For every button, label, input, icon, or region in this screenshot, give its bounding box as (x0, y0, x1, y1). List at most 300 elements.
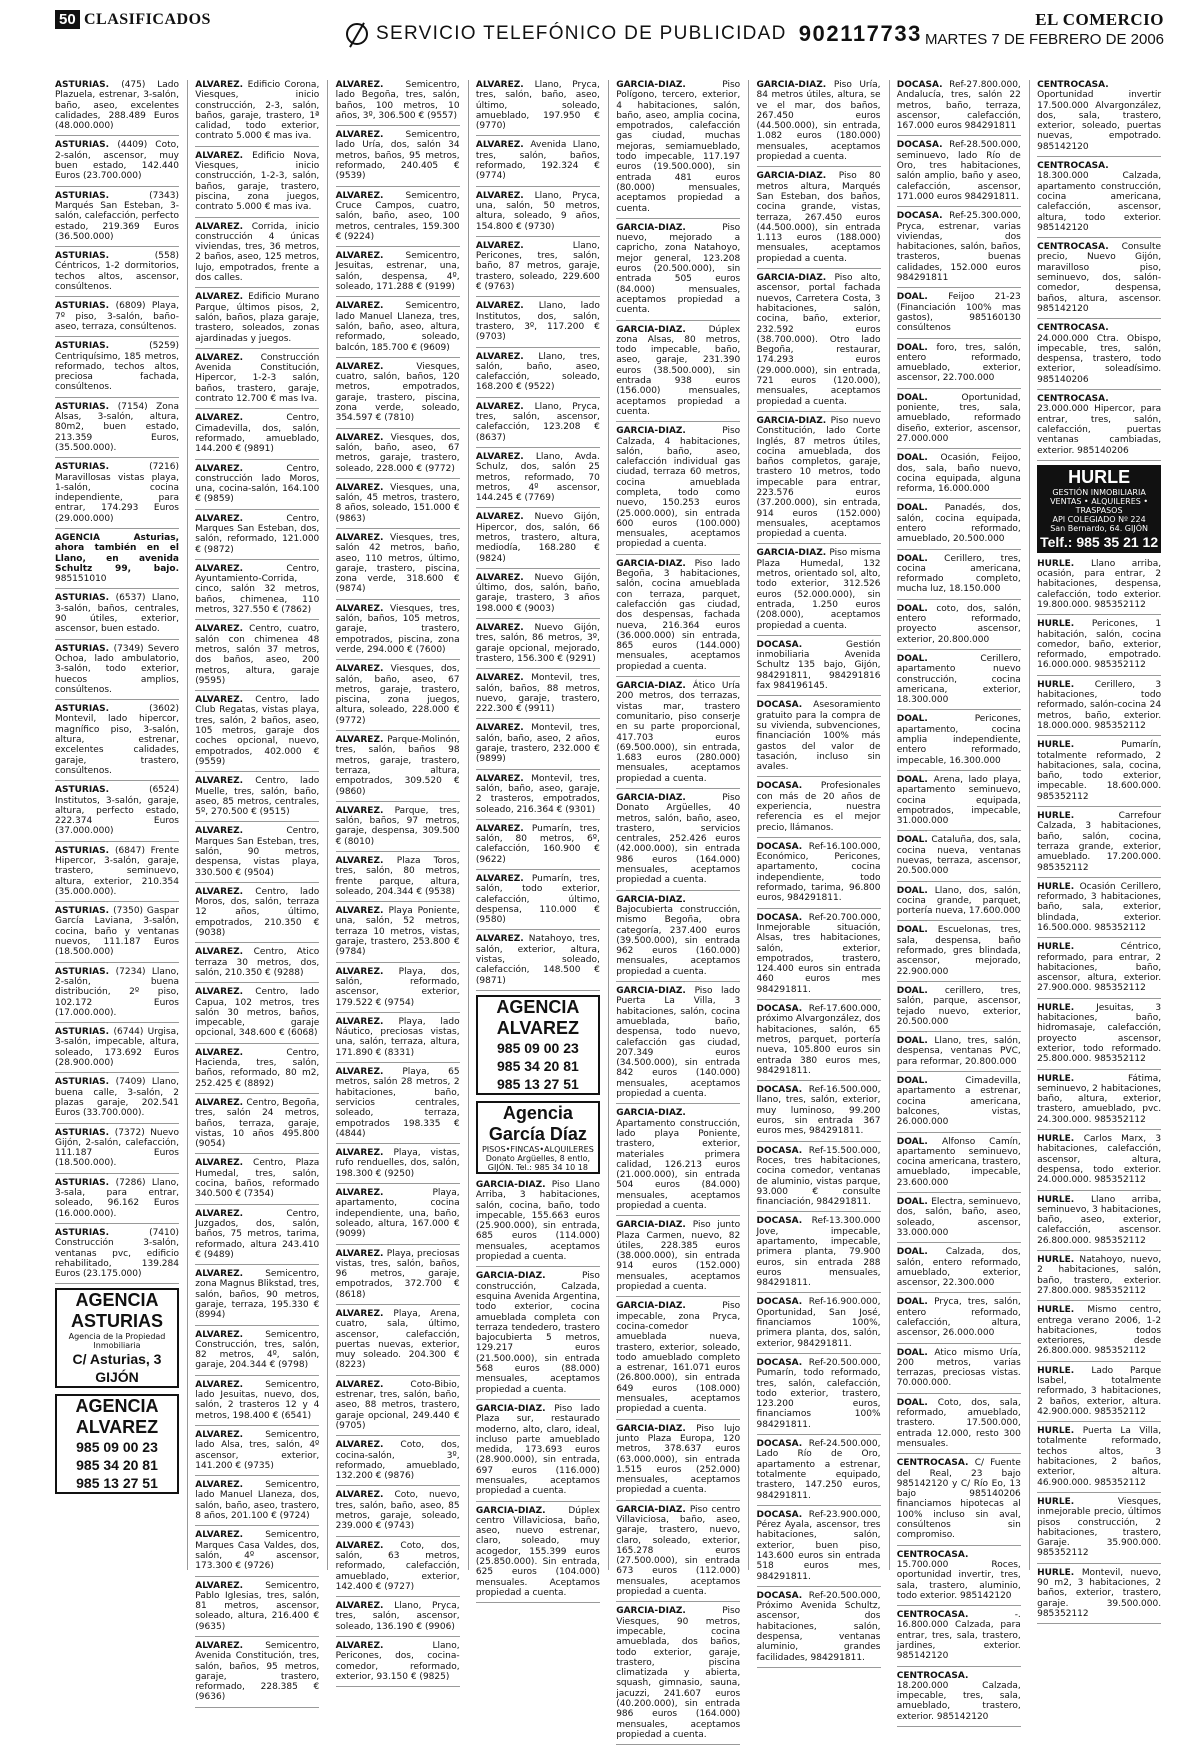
classified-ad (897, 925, 1021, 981)
logo-line: PISOS•FINCAS•ALQUILERES (481, 1144, 594, 1154)
ad-text: Llano, lado Institutos, dos, salón, trastero, 3º, 117.200 € (9703) (475, 301, 600, 343)
ad-keyword: ASTURIAS. (55, 462, 150, 473)
logo-phone: Telf.: 985 35 21 12 (1040, 533, 1159, 550)
ad-keyword: ASTURIAS. (55, 1077, 116, 1088)
classified-ad (757, 1358, 881, 1435)
classified-ad (897, 886, 1021, 922)
ad-keyword: ALVAREZ. (475, 623, 535, 634)
ad-keyword: HURLE. (1037, 619, 1092, 630)
ad-keyword: ALVAREZ. (475, 512, 535, 523)
ad-text: Corrida, inicio construcción 4 únicas viviendas, tres, 36 metros, 2 baños, aseo, 125 metros, lujo, empotrados, frente a dos calles. (195, 221, 320, 284)
classified-ad (476, 1404, 600, 1502)
ad-keyword: ASTURIAS. (55, 704, 150, 715)
ad-text: Dúplex zona Alsas, 80 metros, todo impecable, baño, aseo, garaje, 231.390 euros (38.500.000), sin entrada 938 euros (156.000) mensuales, aceptamos propiedad a cuenta. (616, 324, 741, 417)
classified-ad (195, 826, 319, 882)
classified-ad (897, 140, 1021, 207)
classified-ad (897, 1076, 1021, 1132)
ad-keyword: CENTROCASA. (896, 1458, 975, 1469)
classified-ad (897, 1197, 1021, 1243)
classified-ad (757, 416, 881, 545)
classified-ad (55, 967, 179, 1023)
classified-ad (336, 1067, 460, 1144)
ad-keyword: DOAL. (896, 985, 945, 996)
logo-phone: 985 34 20 81 (76, 1457, 158, 1474)
ad-keyword: DOAL. (896, 392, 962, 403)
classified-ad (616, 793, 740, 891)
ad-text: Panadés, dos, salón, cocina equipada, entero reformado, amueblado, 20.500.000 (896, 503, 1021, 545)
ad-text: Feijoo 21-23 (Financiación 100% mas gastos), 985160130 consúltenos (896, 292, 1021, 334)
ad-keyword: HURLE. (1037, 1496, 1118, 1507)
classified-ad (55, 533, 179, 589)
column-rule (1029, 80, 1030, 1570)
ad-column (55, 80, 179, 1570)
ad-keyword: ASTURIAS. (55, 401, 118, 412)
ad-text: Piso lado Begoña, 3 habitaciones, salón, cocina amueblada con terraza, parquet, calefacción gas ciudad, dos despensas, fachada nueva, 216.364 euros (36.000.000) sin entrada, 865 euros (144.000) mensuales, aceptamos propiedad a cuenta. (616, 558, 741, 672)
ad-keyword: DOCASA. (756, 1216, 812, 1227)
classified-ad (476, 573, 600, 619)
ad-text: Pumarín, tres, salón, todo exterior, calefacción, último, despensa, 110.000 € (9580) (475, 874, 600, 926)
ad-keyword: ASTURIAS. (55, 593, 116, 604)
classified-ad (55, 1077, 179, 1123)
classified-ad (336, 1249, 460, 1305)
ad-keyword: ALVAREZ. (475, 934, 529, 945)
ad-text: Piso Viesques, 90 metros, impecable, cocina amueblada, dos baños, todo exterior, garaje, trastero, piscina climatizada y abierta, squash, gimnasio, sauna, jacuzzi, 241.607 euros (40.200.000), sin entrada 986 euros (164.000) mensuales, aceptamos propiedad a cuenta. (616, 1606, 741, 1740)
ad-text: Semicentro, Avenida Constitución, tres, salón, baños, 95 metros, garaje, trastero, reformado, 228.385 € (9636) (195, 1641, 320, 1703)
classified-ad (476, 452, 600, 508)
ad-text: Ref-24.500.000, Lado Río de Oro, apartamento a estrenar, totalmente equipado, trastero, 147.250 euros, 984291811. (756, 1439, 881, 1501)
classified-ad (336, 806, 460, 852)
ad-keyword: DOAL. (896, 1036, 935, 1047)
logo-address: C/ Asturias, 3 GIJÓN (72, 1351, 162, 1386)
classified-ad (1037, 1426, 1161, 1493)
ad-keyword: ALVAREZ. (475, 190, 535, 201)
ad-text: Centro, Marques San Esteban, tres, salón, 90 metros, despensa, vistas playa, 330.500 € (9504) (195, 826, 320, 878)
ad-keyword: GARCIA-DIAZ. (616, 426, 723, 437)
classified-ad (476, 140, 600, 186)
ad-keyword: ASTURIAS. (55, 190, 150, 201)
classified-ad (336, 1541, 460, 1597)
ad-keyword: ALVAREZ. (195, 513, 287, 524)
ad-text: Playa, vistas, rufo renduelles, dos, salón, 198.300 € (9250) (335, 1148, 460, 1179)
ad-text: (7216) Maravillosas vistas playa, 1-salón, cocina independiente, para entrar, 174.293 Euros (29.000.000) (55, 462, 179, 524)
ad-text: Piso Donato Argüelles, 40 metros, salón, baño, aseo, trastero, servicios centrales, 252.426 euros (42.000.000), sin entrada 986 euros (164.000) mensuales, aceptamos propiedad a cuenta. (616, 793, 741, 886)
ad-keyword: ALVAREZ. (335, 1148, 394, 1159)
ad-text: Semicentro, Cruce Campos, cuatro, salón, baño, aseo, 100 metros, centrales, 159.300 € (9224) (335, 190, 460, 242)
logo-phone: 985 09 00 23 (76, 1439, 158, 1456)
ad-keyword: HURLE. (1037, 1365, 1092, 1376)
ad-keyword: ASTURIAS. (55, 1177, 116, 1188)
newspaper-name: EL COMERCIO (1035, 10, 1164, 29)
ad-text: Centro, lado Capua, 102 metros, tres salón 30 metros, baños, impecable, garaje opcional, 348.600 € (6068) (195, 987, 320, 1039)
logo-phone: 985 13 27 51 (497, 1075, 579, 1092)
classified-ad (336, 80, 460, 126)
logo-list: VENTAS • ALQUILERES • TRASPASOS (1050, 496, 1149, 515)
classified-ad (757, 842, 881, 909)
ad-keyword: DOCASA. (756, 1590, 809, 1601)
ad-text: Nuevo Gijón, Hipercor, dos, salón, 66 metros, trastero, altura, mediodía, 168.280 € (9824) (475, 512, 600, 564)
classified-ad (476, 934, 600, 990)
ad-keyword: GARCIA-DIAZ. (756, 171, 839, 182)
ad-text: Parque, tres, salón, baños, 97 metros, garaje, despensa, 309.500 € (8010) (335, 805, 460, 847)
classified-ad (897, 503, 1021, 549)
classified-ad (616, 1301, 740, 1419)
ad-text: Piso impecable, zona Pryca, cocina-comedor amueblada nueva, trastero, exterior, soleado, todo amueblado completo a estrenar, 161.071 euros (26.800.000), sin entrada 649 euros (108.000) mensuales, aceptamos propiedad a cuenta. (616, 1301, 741, 1415)
ad-keyword: ALVAREZ. (475, 351, 539, 362)
ad-text: Piso Uría, 84 metros útiles, altura, se ve el mar, dos baños, 267.450 euros (44.500.000), sin entrada, 1.082 euros (180.000) mensuales, aceptamos propiedad a cuenta. (756, 80, 881, 163)
classified-ad (195, 1480, 319, 1526)
ad-text: Piso Llano Arriba, 3 habitaciones, salón, cocina, baño, todo impecable, 155.663 euros (25.900.000), sin entrada, 685 euros (114.000) mensuales, aceptamos propiedad a cuenta. (475, 1179, 600, 1263)
classified-ad (757, 1146, 881, 1213)
ad-keyword: ALVAREZ. (195, 1580, 266, 1591)
ad-keyword: DOAL. (896, 835, 932, 846)
classified-ad (55, 1228, 179, 1284)
classified-ad (616, 80, 740, 219)
logo-brand: AGENCIA ALVAREZ (496, 996, 580, 1038)
ad-keyword: ALVAREZ. (475, 874, 532, 884)
ad-keyword: ALVAREZ. (475, 140, 531, 151)
ad-text: Semicentro, Jesuitas, estrenar, una, salón, despensa, 4º, soleado, 171.288 € (9199) (335, 251, 460, 293)
ad-keyword: GARCIA-DIAZ. (475, 1505, 569, 1516)
ad-keyword: ALVAREZ. (195, 624, 250, 635)
classified-ad (55, 644, 179, 700)
ad-keyword: ALVAREZ. (335, 1067, 403, 1078)
ad-keyword: DOCASA. (756, 1357, 809, 1368)
logo-agencia-alvarez (476, 995, 600, 1095)
ad-text: Pericones, 1 habitación, salón, cocina comedor, baño, exterior, reformado, empotrado. 16.000.000. 985352112 (1037, 619, 1162, 671)
classified-ad (195, 1269, 319, 1325)
classified-ad (195, 1430, 319, 1476)
ad-text: Electra, seminuevo, dos, salón, baño, aseo, soleado, ascensor, 33.000.000 (896, 1197, 1021, 1238)
classified-ad (195, 353, 319, 409)
ad-keyword: HURLE. (1037, 942, 1121, 953)
classified-ad (336, 1148, 460, 1184)
page-header (0, 0, 1200, 60)
ad-text: Cerillero, 3 habitaciones, todo reformado, salón-cocina 24 metros, baño, exterior. 18.000.000. 985352112 (1037, 679, 1162, 731)
ad-keyword: HURLE. (1037, 1002, 1097, 1013)
ad-keyword: GARCIA-DIAZ. (616, 324, 709, 335)
classified-ad (55, 80, 179, 136)
ad-text: Piso Polígono, tercero, exterior, 4 habitaciones, salón, baño, aseo, amplia cocina, empotrados, calefacción gas ciudad, muchas mejoras, semiamueblado, todo impecable, 117.197 euros (19.500.000), sin entrada 481 euros (80.000) mensuales, aceptamos propiedad a cuenta. (616, 80, 741, 214)
ad-keyword: ALVAREZ. (195, 1047, 287, 1058)
ad-text: (558) Céntricos, 1-2 dormitorios, techos altos, ascensor, consúltenos. (55, 251, 179, 293)
ad-keyword: GARCIA-DIAZ. (756, 273, 835, 284)
ad-text: Centro, Ayuntamiento-Corrida, cinco, salón 32 metros, baños, chimenea, 110 metros, 327.550 € (7862) (195, 563, 320, 616)
classified-ad (1037, 740, 1161, 807)
classified-ad (336, 251, 460, 297)
classified-ad (336, 967, 460, 1013)
classified-ad (55, 251, 179, 297)
classified-ad (616, 895, 740, 982)
classified-ad (476, 512, 600, 568)
ad-keyword: DOAL. (896, 653, 981, 664)
page-number: 50 (55, 10, 80, 29)
classified-ad (897, 343, 1021, 389)
ad-text: Jesuitas, 3 habitaciones, baño, hidromasaje, calefacción, proyecto ascensor, exterior, todo reformado. 25.800.000. 985352112 (1037, 1002, 1162, 1065)
logo-brand: Agencia García Díaz (488, 1102, 587, 1144)
ad-keyword: GARCIA-DIAZ. (616, 793, 723, 803)
column-rule (889, 80, 890, 1570)
issue-date: MARTES 7 DE FEBRERO DE 2006 (925, 31, 1164, 48)
ad-keyword: ALVAREZ. (195, 826, 287, 837)
ad-text: Viesques, inmejorable precio, últimos pisos construcción, 2 habitaciones, trastero, Garaje. 35.900.000. 985352112 (1037, 1496, 1162, 1559)
classified-ad (897, 1247, 1021, 1293)
classified-ad (897, 714, 1021, 770)
classified-ad (55, 906, 179, 962)
ad-keyword: ALVAREZ. (475, 673, 532, 684)
ad-text: Cataluña, dos, sala, cocina nueva, ventanas nuevas, terraza, ascensor, 20.500.000 (896, 835, 1021, 877)
classified-ad (336, 664, 460, 731)
classified-ad (195, 1048, 319, 1094)
classified-ad (1037, 1003, 1161, 1070)
classified-ad (1037, 619, 1161, 675)
ad-keyword: ALVAREZ. (335, 361, 417, 372)
classified-ad (336, 735, 460, 802)
ad-text: Viesques, una, salón, 45 metros, trastero, 8 años, soleado, 151.000 € (9863) (335, 482, 460, 524)
ad-keyword: HURLE. (1037, 811, 1119, 822)
classified-ad (1037, 559, 1161, 615)
classified-ad (1037, 882, 1161, 938)
classified-ad (336, 1440, 460, 1486)
classified-ad (757, 1216, 881, 1293)
ad-keyword: HURLE. (1037, 1134, 1084, 1145)
ad-text: Montevil, tres, salón, baño, aseo, 2 años, garaje, trastero, 232.000 € (9899) (475, 723, 600, 765)
ad-text: C/ Fuente del Real, 23 bajo 985142120 y C/ Río Eo, 13 bajo 985140206 financiamos hipotecas al 100% incluso sin aval, consúltenos sin compromiso. (896, 1458, 1021, 1541)
ad-keyword: AGENCIA Asturias, ahora también en el Llano, en avenida Schultz 99, bajo. (55, 532, 179, 574)
classified-ad (336, 1017, 460, 1063)
classified-ad (1037, 942, 1161, 998)
classified-ad (336, 191, 460, 247)
ad-keyword: DOAL. (896, 342, 937, 353)
ad-keyword: ASTURIAS. (55, 1227, 150, 1238)
ad-text: Ref-20.500.000, Próximo Avenida Schultz, ascensor, dos habitaciones, salón, despensa, ventanas aluminio, grandes facilidades, 984291811. (756, 1590, 881, 1663)
classified-ad (1037, 680, 1161, 736)
ad-keyword: DOAL. (896, 925, 938, 936)
ad-text: Carrefour Calzada, 3 habitaciones, baño, salón, cocina, terraza grande, exterior, amueblado. 17.200.000. 985352112 (1037, 811, 1162, 873)
classified-ad (476, 80, 600, 136)
ad-text: Centro, Cimadevilla, dos, salón, reformado, amueblado, 144.200 € (9891) (195, 413, 320, 455)
classified-ad (757, 1439, 881, 1506)
classified-ad (336, 362, 460, 429)
ad-text: 24.000.000 Ctra. Obispo, impecable, tres, salón, despensa, trastero, todo exterior, soleadísimo. 985140206 (1037, 333, 1162, 385)
classified-ad (195, 292, 319, 348)
classified-ad (616, 223, 740, 321)
ad-keyword: ALVAREZ. (335, 735, 388, 746)
ad-text: Centro, Begoña, tres, salón 24 metros, baños, terraza, garaje, vistas, 10 años 495.800 (9054) (195, 1097, 320, 1150)
ad-text: Semicentro, lado Manuel Llaneza, dos, salón, baño, aseo, trastero, 8 años, 201.100 € (9724) (195, 1480, 320, 1522)
ad-keyword: GARCIA-DIAZ. (616, 80, 723, 90)
ad-keyword: ALVAREZ. (195, 413, 287, 424)
ad-text: Piso lado Puerta La Villa, 3 habitaciones, salón, cocina amueblada, baño, despensa, todo nuevo, calefacción gas ciudad, 207.349 euros (34.500.000), sin entrada 842 euros (140.000) mensuales, aceptamos propiedad a cuenta. (616, 986, 741, 1100)
service-phone: 902117733 (798, 21, 922, 46)
ad-keyword: GARCIA-DIAZ. (616, 1606, 723, 1617)
ad-text: (7343) Marqués San Esteban, 3-salón, calefacción, perfecto estado, 219.369 Euros (36.500.000) (55, 190, 179, 242)
ad-text: (3602) Montevil, lado hipercor, magnífico piso, 3-salón, altura, estrenar, excelentes calidades, garaje, trastero, consúltenos. (55, 704, 179, 776)
ad-keyword: ASTURIAS. (55, 341, 150, 352)
classified-ad (195, 464, 319, 510)
ad-keyword: ASTURIAS. (55, 80, 122, 90)
ad-text: Ref-15.500.000, Roces, tres habitaciones, cocina comedor, ventanas de aluminio, vistas parque, 93.000 € consulte financiación, 984291811. (756, 1145, 881, 1208)
classified-ad (55, 704, 179, 781)
ad-text: Bajocubierta construcción, mismo Begoña, obra categoría, 237.400 euros (39.500.000), sin entrada 962 euros (160.000) mensuales, aceptamos propiedad a cuenta. (616, 904, 741, 977)
column-rule (468, 80, 469, 1570)
ad-keyword: ALVAREZ. (335, 130, 406, 141)
ad-keyword: ALVAREZ. (335, 301, 406, 312)
ad-keyword: DOAL. (896, 774, 934, 785)
classified-ad (55, 846, 179, 902)
ad-keyword: CENTROCASA. (896, 1610, 1015, 1621)
classified-ad (336, 433, 460, 479)
ad-text: Playa, apartamento, cocina independiente, una, baño, soleado, altura, 167.000 € (9099) (335, 1188, 460, 1240)
classified-ad (897, 1458, 1021, 1545)
classified-ad (616, 1424, 740, 1501)
ad-text: Ocasión, Feijoo, dos, sala, baño nuevo, cocina equipada, alguna reforma, 16.000.000 (896, 453, 1021, 495)
ad-keyword: ALVAREZ. (195, 80, 248, 90)
ad-text: Ref-17.600.000, próximo Alvargonzález, dos habitaciones, salón, 65 metros, parquet, portería nueva, 105.800 euros sin entrada 380 euros mes, 984291811. (756, 1004, 881, 1076)
classified-ad (1037, 811, 1161, 878)
ad-keyword: DOCASA. (756, 1297, 809, 1308)
ad-keyword: DOAL. (896, 1347, 935, 1358)
logo-address: San Bernardo, 64. GIJÓN (1050, 523, 1148, 533)
ad-text: Viesques, cuatro, salón, baños, 120 metros, empotrados, garaje, trastero, piscina, zona verde, soleado, 354.597 € (7810) (335, 361, 460, 424)
ad-keyword: DOCASA. (756, 639, 847, 650)
ad-keyword: DOCASA. (756, 1145, 809, 1156)
logo-tagline: Agencia de la Propiedad Inmobiliaria (68, 1332, 166, 1351)
classified-ad (616, 681, 740, 789)
ad-keyword: CENTROCASA. (1037, 80, 1109, 90)
ad-keyword: GARCIA-DIAZ. (616, 222, 723, 233)
classified-columns (55, 80, 1163, 1740)
ad-text: Llano, Pryca, tres, salón, ascensor, calefacción, 123.208 € (8637) (475, 401, 600, 443)
logo-phone: 985 34 20 81 (497, 1057, 579, 1074)
ad-text: Centro, Plaza Humedal, tres, salón, cocina, baños, reformado 340.500 € (7354) (195, 1158, 320, 1200)
classified-ad (757, 80, 881, 167)
ad-text: Centro, lado Muelle, tres, salón, baño, aseo, 85 metros, centrales, 5º, 270.500 € (9515) (195, 776, 320, 818)
classified-ad (476, 191, 600, 237)
ad-text: Céntrico, reformado, para entrar, 2 habitaciones, baño, ascensor, altura, exterior. 27.900.000. 985352112 (1037, 942, 1162, 994)
classified-ad (1037, 394, 1161, 461)
ad-keyword: ALVAREZ. (195, 1208, 287, 1219)
ad-text: Piso misma Plaza Humedal, 132 metros, orientado sol, alto, todo exterior, 312.526 euros (52.000.000), sin entrada, 1.250 euros (208.000), aceptamos propiedad a cuenta. (756, 548, 881, 631)
ad-keyword: DOCASA. (896, 80, 950, 90)
ad-text: Playa, 65 metros, salón 28 metros, 2 habitaciones, baño, servicios centrales, soleado, terraza, empotrados 198.335 € (4844) (335, 1067, 460, 1139)
ad-keyword: ALVAREZ. (195, 1530, 266, 1541)
ad-text: (7350) Gaspar García Laviana, 3-salón, cocina, baño y ventanas nuevos, 111.187 Euros (18.500.000) (55, 906, 179, 958)
classified-ad (336, 856, 460, 902)
ad-text: 18.300.000 Calzada, apartamento construcción, cocina americana, calefacción, ascensor, altura, todo exterior. 985142120 (1037, 171, 1162, 233)
ad-keyword: DOAL. (896, 292, 949, 303)
classified-ad (1037, 1497, 1161, 1564)
ad-column (335, 80, 460, 1682)
ad-text: Ref-28.500.000, seminuevo, lado Río de Oro, tres habitaciones, salón amplio, baño y aseo, calefacción, ascensor, 171.000 euros 984291811. (896, 140, 1021, 202)
ad-column (896, 80, 1021, 1722)
ad-text: Llano, Pryca, una, salón, 50 metros, altura, soleado, 9 años, 154.800 € (9730) (475, 190, 600, 232)
ad-keyword: HURLE. (1037, 1305, 1088, 1316)
ad-keyword: ALVAREZ. (195, 1269, 266, 1280)
ad-keyword: ALVAREZ. (195, 1329, 266, 1340)
classified-ad (476, 402, 600, 448)
ad-keyword: HURLE. (1037, 1073, 1129, 1084)
ad-text: Coto, dos, sala, reformado, amueblado, trastero. 17.500.000, entrada 12.000, resto 300 mensuales. (896, 1397, 1021, 1449)
ad-text: Playa, dos, salón, reformado, ascensor, exterior, 179.522 € (9754) (335, 966, 460, 1008)
ad-column (195, 80, 320, 1703)
classified-ad (476, 241, 600, 297)
classified-ad (476, 1271, 600, 1400)
classified-ad (195, 413, 319, 459)
logo-phone: 985 13 27 51 (76, 1475, 158, 1492)
ad-text: (7349) Severo Ochoa, lado ambulatorio, 3-salón, todo exterior, huecos amplios, consúltenos. (55, 643, 179, 695)
classified-ad (195, 887, 319, 943)
classified-ad (336, 130, 460, 186)
ad-keyword: ALVAREZ. (335, 1440, 401, 1451)
ad-keyword: HURLE. (1037, 740, 1122, 751)
logo-brand: AGENCIA ASTURIAS (70, 1290, 163, 1332)
ad-text: Oportunidad invertir 17.500.000 Alvargonzález, dos, sala, trastero, exterior, soleado, puertas nuevas, empotrado. 985142120 (1037, 90, 1162, 152)
classified-ad (195, 1380, 319, 1426)
ad-text: Llano, tres, salón, baño, aseo, calefacción, soleado, 168.200 € (9522) (475, 351, 600, 393)
classified-ad (616, 1108, 740, 1216)
ad-keyword: DOAL. (896, 1247, 946, 1258)
ad-text: Oportunidad, poniente, tres, sala, amueblado, reformado diseño, exterior, ascensor, 27.000.000 (896, 392, 1021, 444)
classified-ad (55, 341, 179, 397)
ad-keyword: ALVAREZ. (195, 1641, 266, 1651)
classified-ad (195, 695, 319, 772)
ad-keyword: GARCIA-DIAZ. (475, 1271, 582, 1282)
ad-text: Playa, Arena, cuatro, sala, último, ascensor, calefacción, puertas nuevas, exterior, muy soleado. 204.300 € (8223) (335, 1308, 460, 1371)
ad-keyword: ALVAREZ. (195, 563, 287, 574)
ad-keyword: DOCASA. (756, 912, 809, 923)
ad-text: Piso lado Plaza sur, restaurado moderno, alto, claro, ideal, incluso parte amueblado medida, 173.693 euros (28.900.000), sin entrada, 697 euros (116.000) mensuales, aceptamos propiedad a cuenta. (475, 1403, 600, 1497)
ad-text: foro, tres, salón, entero reformado, amueblado, exterior, ascensor, 22.700.000 (896, 342, 1021, 384)
ad-keyword: ASTURIAS. (55, 1027, 114, 1038)
ad-text: Semicentro, lado Jesuitas, nuevo, dos, salón, 2 trasteros 12 y 4 metros, 198.400 € (6541) (195, 1379, 320, 1421)
ad-text: Semicentro, Construcción, tres, salón, 82 metros, 4º, salón, garaje, 204.344 € (9798) (195, 1329, 320, 1371)
ad-text: Llano, Pryca, tres, salón, ascensor, soleado, 136.190 € (9906) (335, 1601, 460, 1632)
ad-keyword: DOAL. (896, 714, 975, 725)
classified-ad (616, 426, 740, 555)
classified-ad (897, 1550, 1021, 1606)
classified-ad (1037, 80, 1161, 157)
ad-text: Llano, tres, salón, despensa, ventanas PVC, para reformar, 20.800.000 (896, 1036, 1021, 1067)
ad-keyword: ALVAREZ. (335, 1248, 387, 1259)
column-rule (187, 80, 188, 1570)
ad-text: Llano, Pericones, tres, salón, baño, 87 metros, garaje, trastero, soleado, 229.600 € (9763) (475, 240, 600, 293)
ad-text: Piso lujo junto Plaza Europa, 120 metros, 378.637 euros (63.000.000), sin entrada 1.515 euros (252.000) mensuales, aceptamos propiedad a cuenta. (616, 1423, 741, 1496)
ad-keyword: ASTURIAS. (55, 845, 116, 856)
ad-text: Semicentro, lado Begoña, tres, salón, baños, 100 metros, 10 años, 3º, 306.500 € (9557) (335, 80, 460, 121)
ad-text: Gestión inmobiliaria Avenida Schultz 135 bajo, Gijón, 984291811, 984291816 fax 984196145. (756, 639, 881, 692)
classified-ad (55, 140, 179, 186)
ad-text: Apartamento construcción, lado playa Poniente, trastero, exterior, materiales primera calidad, 126.213 euros (21.000.000), sin entrada 504 euros (84.000) mensuales, aceptamos propiedad a cuenta. (616, 1118, 741, 1211)
classified-ad (476, 1180, 600, 1267)
ad-text: Lado Parque Isabel, totalmente reformado, 3 habitaciones, 2 baños, exterior, altura. 42.900.000. 985352112 (1037, 1365, 1162, 1417)
ad-keyword: ALVAREZ. (195, 886, 256, 897)
ad-text: Llano arriba, ocasión, para entrar, 2 habitaciones, despensa, calefacción, todo exterior. 19.800.000. 985352112 (1037, 558, 1162, 610)
ad-text: Piso junto Plaza Carmen, nuevo, 82 útiles, 228.385 euros (38.000.000), sin entrada 914 euros (152.000) mensuales, aceptamos propiedad a cuenta. (616, 1220, 741, 1293)
logo-phone: 985 09 00 23 (497, 1039, 579, 1056)
classified-ad (616, 1220, 740, 1297)
column-rule (608, 80, 609, 1570)
classified-ad (1037, 1568, 1161, 1624)
classified-ad (616, 325, 740, 423)
ad-text: Playa, preciosas vistas, tres, salón, baños, 96 metros, garaje, empotrados, 372.700 € (8618) (335, 1248, 460, 1300)
classified-ad (476, 623, 600, 669)
classified-ad (336, 1490, 460, 1536)
ad-text: Semicentro, lado Alsa, tres, salón, 4º ascensor, exterior, 141.200 € (9735) (195, 1429, 320, 1471)
ad-keyword: GARCIA-DIAZ. (756, 415, 831, 426)
classified-ad (476, 774, 600, 820)
ad-keyword: DOCASA. (756, 700, 814, 711)
ad-keyword: ALVAREZ. (475, 451, 536, 462)
